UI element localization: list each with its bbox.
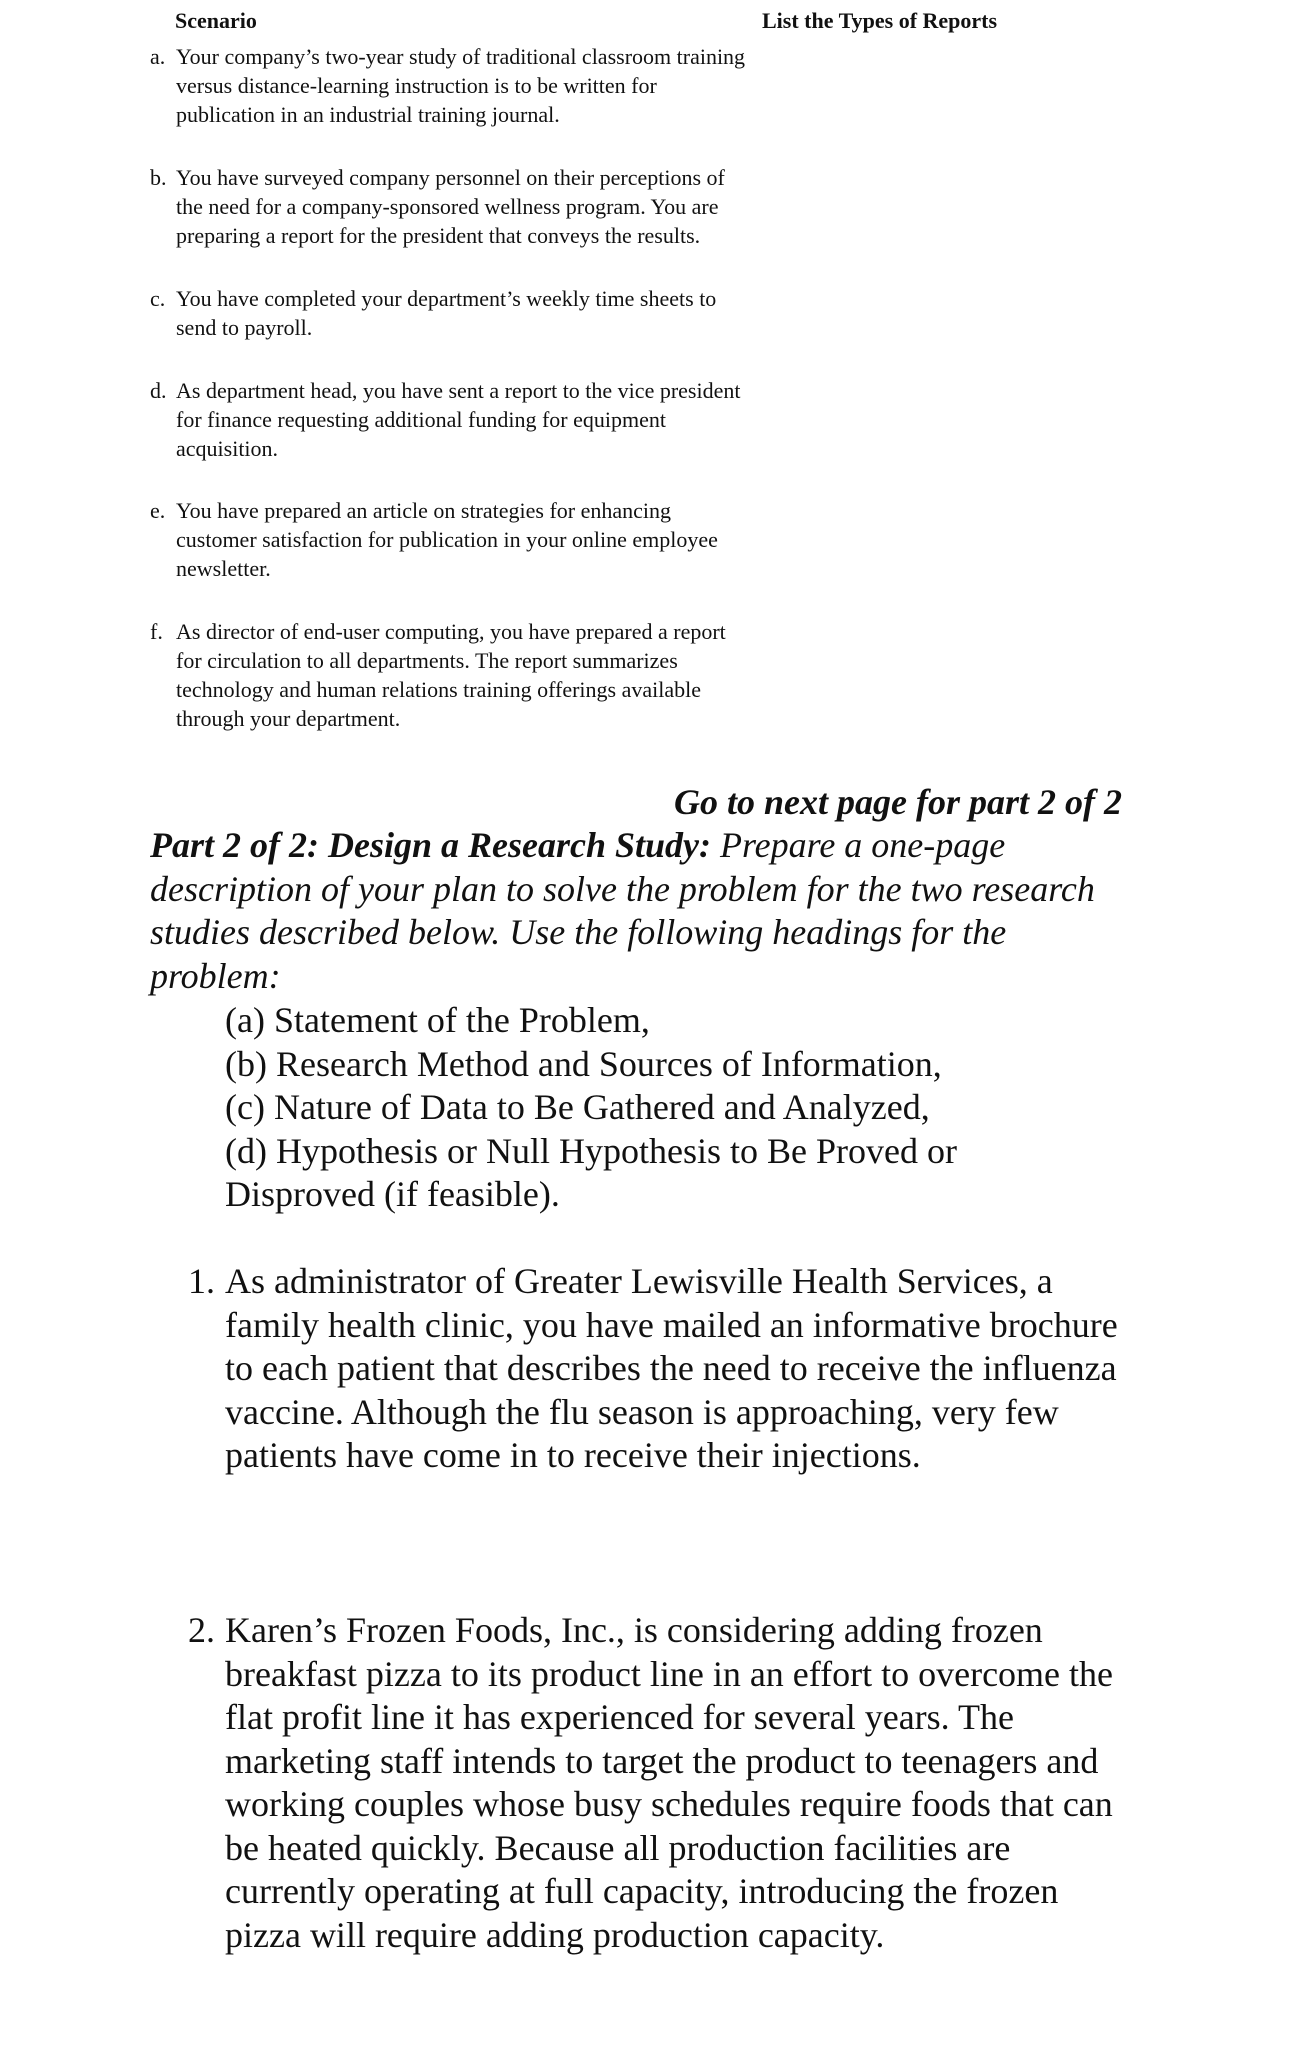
part2-instructions (150, 824, 1130, 998)
study-item-1 (188, 1260, 1128, 1478)
scenario-text: You have completed your department’s weekly time sheets to send to payroll. (176, 286, 717, 340)
scenario-text: You have surveyed company personnel on their perceptions of the need for a company-sponsored wellness program. You are preparing a report for the president that conveys the results. (176, 165, 725, 248)
scenario-item-f (150, 617, 750, 733)
scenario-text: Your company’s two-year study of traditional classroom training versus distance-learning instruction is to be written for publication in an industrial training journal. (176, 44, 746, 127)
study-number: 1. (188, 1261, 215, 1301)
scenario-label: f. (150, 619, 163, 644)
study-text: As administrator of Greater Lewisville Health Services, a family health clinic, you have mailed an informative brochure to each patient that describes the need to receive the influenza vaccine. Although the flu season is approaching, very few patients have come in to receive their injections. (225, 1261, 1118, 1475)
scenario-item-d (150, 376, 750, 463)
study-text: Karen’s Frozen Foods, Inc., is considering adding frozen breakfast pizza to its product line in an effort to overcome the flat profit line it has experienced for several years. The marketing staff intends to target the product to teenagers and working couples whose busy schedules require foods that can be heated quickly. Because all production facilities are currently operating at full capacity, introducing the frozen pizza will require adding production capacity. (225, 1610, 1114, 1955)
heading-item: (a) Statement of the Problem, (225, 1000, 650, 1040)
scenario-label: a. (150, 44, 166, 69)
scenario-label: e. (150, 498, 166, 523)
scenario-item-b (150, 163, 750, 250)
scenario-text: As director of end-user computing, you have prepared a report for circulation to all departments. The report summarizes technology and human relations training offerings available through your department. (176, 619, 726, 731)
required-headings-list (225, 999, 1025, 1217)
scenario-item-a (150, 42, 750, 129)
scenario-column-header: Scenario (175, 8, 257, 33)
next-page-note: Go to next page for part 2 of 2 (674, 782, 1122, 822)
scenario-label: b. (150, 165, 167, 190)
heading-item: (d) Hypothesis or Null Hypothesis to Be Proved or Disproved (if feasible). (225, 1130, 957, 1214)
scenario-text: You have prepared an article on strategies for enhancing customer satisfaction for publication in your online employee newsletter. (176, 498, 718, 581)
part2-title: Part 2 of 2: Design a Research Study: (150, 825, 711, 865)
scenario-label: c. (150, 286, 166, 311)
heading-item: (b) Research Method and Sources of Information, (225, 1043, 942, 1084)
scenario-item-c (150, 284, 750, 342)
report-types-column-header: List the Types of Reports (762, 8, 998, 33)
scenario-text: As department head, you have sent a report to the vice president for finance requesting additional funding for equipment acquisition. (176, 378, 741, 461)
study-item-2 (188, 1609, 1128, 1957)
scenario-label: d. (150, 378, 167, 403)
study-number: 2. (188, 1610, 215, 1650)
scenario-item-e (150, 496, 750, 583)
heading-item: (c) Nature of Data to Be Gathered and Analyzed, (225, 1087, 930, 1127)
part2-instruction-text: Prepare a one-page description of your plan to solve the problem for the two research studies described below. Use the following headings for the problem: (150, 825, 1095, 996)
